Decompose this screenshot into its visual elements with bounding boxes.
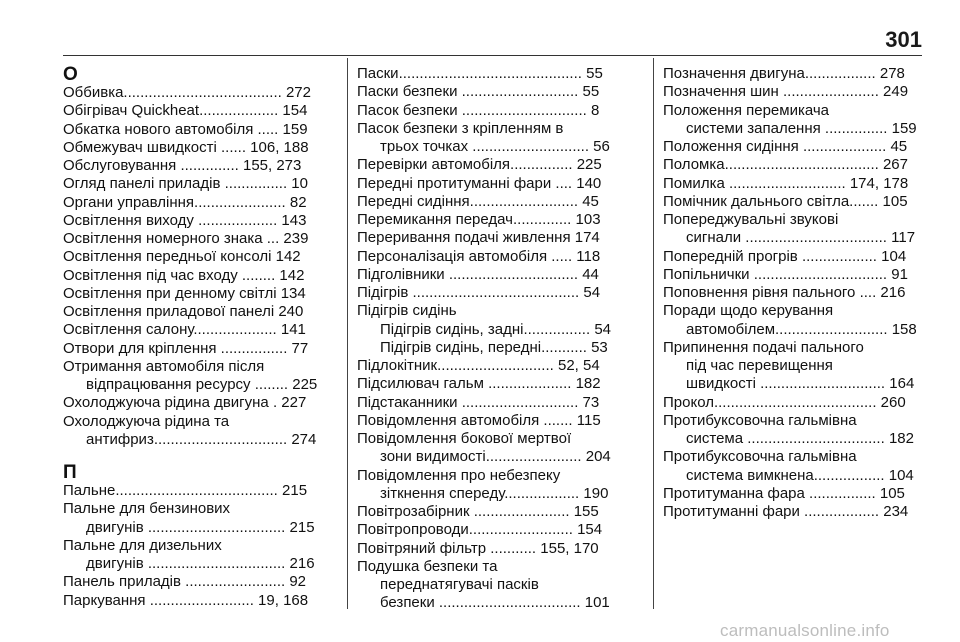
index-entry: Отримання автомобіля після bbox=[63, 357, 265, 375]
index-entry-continuation: Підігрів сидінь, задні................ 54 bbox=[380, 320, 611, 338]
index-entry-continuation: Підігрів сидінь, передні........... 53 bbox=[380, 338, 608, 356]
section-letter: П bbox=[63, 462, 77, 483]
index-entry: Освітлення приладової панелі 240 bbox=[63, 303, 304, 320]
index-entry: Підігрів ........................................ 54 bbox=[357, 284, 601, 301]
index-entry: Персоналізація автомобіля ..... 118 bbox=[357, 247, 601, 265]
index-entry: Положення перемикача bbox=[663, 101, 830, 119]
index-entry: Обмежувач швидкості ...... 106, 188 bbox=[63, 138, 309, 156]
index-entry: Охолоджуюча рідина двигуна . 227 bbox=[63, 394, 307, 412]
index-entry: Передні сидіння.......................... 45 bbox=[357, 192, 599, 210]
index-entry: Повітрозабірник ....................... 155 bbox=[357, 503, 599, 520]
index-entry-continuation: сигнали .................................. 117 bbox=[686, 229, 916, 247]
section-spacer bbox=[63, 449, 336, 463]
index-entry: Протитуманна фара ................ 105 bbox=[663, 484, 905, 502]
index-entry: Обкатка нового автомобіля ..... 159 bbox=[63, 120, 308, 138]
index-entry: Положення сидіння .................... 45 bbox=[663, 138, 908, 155]
column-divider bbox=[653, 58, 654, 609]
index-entry: Панель приладів ........................ 92 bbox=[63, 573, 307, 591]
index-entry: Поради щодо керування bbox=[663, 302, 834, 320]
index-entry-continuation: система вимкнена................. 104 bbox=[686, 466, 914, 484]
index-entry: Повітропроводи......................... 154 bbox=[357, 521, 603, 539]
index-entry: Охолоджуюча рідина та bbox=[63, 412, 230, 430]
index-entry: Протибуксовочна гальмівна bbox=[663, 411, 857, 429]
index-entry: Підлокітник............................ 52, 54 bbox=[357, 357, 600, 374]
index-entry: Органи управління...................... 82 bbox=[63, 193, 307, 211]
index-entry: Попільнички ................................ 91 bbox=[663, 265, 908, 283]
index-entry: Позначення двигуна................. 278 bbox=[663, 65, 905, 82]
index-entry: Освітлення номерного знака ... 239 bbox=[63, 230, 309, 247]
index-entry: Повідомлення автомобіля ....... 115 bbox=[357, 411, 601, 429]
index-entry: Поломка..................................... 267 bbox=[663, 156, 908, 174]
index-column-1 bbox=[63, 65, 336, 610]
column-divider bbox=[347, 58, 348, 609]
index-entry: Перемикання передач.............. 103 bbox=[357, 211, 601, 228]
index-entry-continuation: система ................................. 182 bbox=[686, 430, 914, 447]
page-number: 301 bbox=[885, 27, 922, 52]
index-entry: Пасок безпеки .............................. 8 bbox=[357, 101, 600, 119]
watermark: carmanualsonline.info bbox=[720, 621, 890, 640]
index-entry: Паски............................................ 55 bbox=[357, 65, 603, 82]
index-entry-continuation: зони видимості....................... 204 bbox=[380, 448, 611, 466]
index-entry: Подушка безпеки та bbox=[357, 557, 498, 575]
index-entry: Освітлення салону.................... 141 bbox=[63, 321, 306, 339]
index-entry: Паркування ......................... 19, 168 bbox=[63, 591, 309, 609]
index-entry: Підстаканники ............................ 73 bbox=[357, 393, 600, 411]
index-entry: Пальне для бензинових bbox=[63, 500, 231, 518]
index-entry: Освітлення передньої консолі 142 bbox=[63, 248, 301, 266]
index-column-3 bbox=[663, 65, 921, 521]
index-entry: Отвори для кріплення ................ 77 bbox=[63, 339, 309, 357]
index-entry-continuation: двигунів ................................. 215 bbox=[86, 518, 315, 536]
index-entry: Паски безпеки ............................ 55 bbox=[357, 83, 600, 101]
index-entry: Освітлення при денному світлі 134 bbox=[63, 284, 306, 302]
index-entry: Пасок безпеки з кріпленням в bbox=[357, 119, 564, 137]
index-entry: Помічник дальнього світла....... 105 bbox=[663, 192, 908, 210]
index-entry: Освітлення під час входу ........ 142 bbox=[63, 266, 305, 284]
index-entry-continuation: відпрацювання ресурсу ........ 225 bbox=[86, 376, 318, 393]
index-entry: Позначення шин ....................... 249 bbox=[663, 83, 909, 101]
index-entry-continuation: системи запалення ............... 159 bbox=[686, 119, 917, 137]
index-entry: Обслуговування .............. 155, 273 bbox=[63, 157, 302, 174]
index-entry: Переривання подачі живлення 174 bbox=[357, 229, 600, 247]
index-entry-continuation: швидкості .............................. 164 bbox=[686, 375, 915, 393]
index-entry: Оббивка...................................... 272 bbox=[63, 84, 311, 101]
index-entry: Попередній прогрів .................. 104 bbox=[663, 247, 907, 265]
index-entry: Обігрівач Quickheat................... 154 bbox=[63, 102, 308, 120]
index-column-2 bbox=[357, 65, 631, 613]
index-entry: Пальне для дизельних bbox=[63, 536, 222, 554]
index-entry: Перевірки автомобіля............... 225 bbox=[357, 156, 602, 174]
index-entry: Огляд панелі приладів ............... 10 bbox=[63, 175, 308, 193]
index-entry: Попереджувальні звукові bbox=[663, 211, 839, 228]
index-entry: Пальне....................................... 215 bbox=[63, 482, 308, 499]
index-entry: Підігрів сидінь bbox=[357, 302, 457, 320]
index-entry-continuation: антифриз................................ 274 bbox=[86, 430, 317, 448]
index-entry: Помилка ............................ 174, 178 bbox=[663, 174, 909, 192]
index-entry-continuation: автомобілем........................... 158 bbox=[686, 320, 917, 338]
index-entry: Поповнення рівня пального .... 216 bbox=[663, 284, 906, 301]
index-entry: Протитуманні фари .................. 234 bbox=[663, 503, 909, 520]
index-entry: Повітряний фільтр ........... 155, 170 bbox=[357, 539, 599, 557]
index-entry: Повідомлення бокової мертвої bbox=[357, 430, 572, 447]
header-rule bbox=[63, 55, 922, 56]
index-entry-continuation: переднатягувачі пасків bbox=[380, 576, 539, 593]
section-letter: О bbox=[63, 64, 78, 85]
index-entry: Прокол....................................... 260 bbox=[663, 393, 906, 411]
index-entry-continuation: під час перевищення bbox=[686, 357, 833, 374]
index-entry-continuation: двигунів ................................. 216 bbox=[86, 555, 315, 572]
index-entry: Припинення подачі пального bbox=[663, 338, 864, 356]
index-entry-continuation: трьох точках ............................ 56 bbox=[380, 138, 610, 155]
index-entry: Протибуксовочна гальмівна bbox=[663, 448, 857, 466]
index-entry: Підголівники ............................... 44 bbox=[357, 265, 599, 283]
index-entry: Передні протитуманні фари .... 140 bbox=[357, 174, 602, 192]
index-entry: Підсилювач гальм .................... 182 bbox=[357, 375, 601, 393]
index-entry: Освітлення виходу ................... 143 bbox=[63, 211, 307, 229]
index-entry-continuation: зіткнення спереду.................. 190 bbox=[380, 484, 609, 502]
index-entry: Повідомлення про небезпеку bbox=[357, 466, 561, 484]
index-entry-continuation: безпеки .................................. 101 bbox=[380, 594, 610, 612]
